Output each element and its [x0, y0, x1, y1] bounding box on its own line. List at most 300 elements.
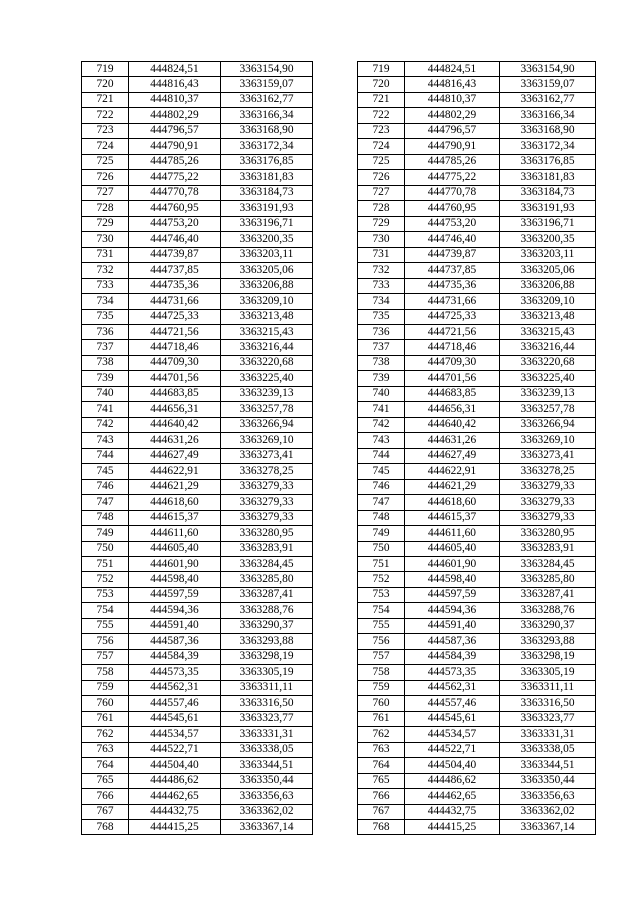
x-coordinate-cell: 444504,40 — [405, 758, 500, 773]
x-coordinate-cell: 444770,78 — [129, 185, 221, 200]
point-number-cell: 744 — [358, 448, 405, 463]
x-coordinate-cell: 444598,40 — [405, 572, 500, 587]
y-coordinate-cell: 3363331,31 — [500, 727, 596, 742]
table-row — [358, 324, 596, 339]
point-number-cell: 763 — [82, 742, 129, 757]
point-number-cell: 760 — [358, 696, 405, 711]
x-coordinate-cell: 444683,85 — [405, 386, 500, 401]
table-row — [358, 417, 596, 432]
x-coordinate-cell: 444796,57 — [405, 123, 500, 138]
table-row — [82, 123, 313, 138]
table-row — [82, 742, 313, 757]
table-row — [82, 417, 313, 432]
table-row — [358, 448, 596, 463]
y-coordinate-cell: 3363196,71 — [221, 216, 313, 231]
y-coordinate-cell: 3363213,48 — [500, 309, 596, 324]
table-row — [82, 247, 313, 262]
coordinates-table-left — [81, 61, 313, 835]
x-coordinate-cell: 444591,40 — [129, 618, 221, 633]
y-coordinate-cell: 3363280,95 — [221, 526, 313, 541]
point-number-cell: 758 — [82, 665, 129, 680]
point-number-cell: 762 — [82, 727, 129, 742]
y-coordinate-cell: 3363290,37 — [500, 618, 596, 633]
y-coordinate-cell: 3363200,35 — [500, 232, 596, 247]
point-number-cell: 727 — [82, 185, 129, 200]
table-row — [82, 154, 313, 169]
table-row — [358, 355, 596, 370]
point-number-cell: 767 — [82, 804, 129, 819]
y-coordinate-cell: 3363184,73 — [221, 185, 313, 200]
table-row — [358, 587, 596, 602]
point-number-cell: 759 — [358, 680, 405, 695]
point-number-cell: 719 — [82, 62, 129, 77]
point-number-cell: 752 — [358, 572, 405, 587]
point-number-cell: 768 — [82, 819, 129, 834]
point-number-cell: 733 — [82, 278, 129, 293]
table-row — [358, 433, 596, 448]
y-coordinate-cell: 3363338,05 — [500, 742, 596, 757]
point-number-cell: 751 — [358, 557, 405, 572]
y-coordinate-cell: 3363215,43 — [500, 324, 596, 339]
point-number-cell: 759 — [82, 680, 129, 695]
table-row — [82, 278, 313, 293]
table-row — [82, 355, 313, 370]
x-coordinate-cell: 444683,85 — [129, 386, 221, 401]
table-row — [82, 216, 313, 231]
x-coordinate-cell: 444718,46 — [405, 340, 500, 355]
y-coordinate-cell: 3363213,48 — [221, 309, 313, 324]
x-coordinate-cell: 444718,46 — [129, 340, 221, 355]
table-row — [82, 541, 313, 556]
y-coordinate-cell: 3363196,71 — [500, 216, 596, 231]
point-number-cell: 740 — [82, 386, 129, 401]
y-coordinate-cell: 3363338,05 — [221, 742, 313, 757]
x-coordinate-cell: 444615,37 — [129, 510, 221, 525]
point-number-cell: 748 — [82, 510, 129, 525]
table-row — [82, 92, 313, 107]
point-number-cell: 758 — [358, 665, 405, 680]
point-number-cell: 753 — [358, 587, 405, 602]
table-row — [82, 309, 313, 324]
point-number-cell: 736 — [82, 324, 129, 339]
table-row — [358, 742, 596, 757]
table-row — [358, 758, 596, 773]
y-coordinate-cell: 3363181,83 — [221, 170, 313, 185]
point-number-cell: 739 — [82, 371, 129, 386]
y-coordinate-cell: 3363154,90 — [500, 62, 596, 77]
table-row — [358, 680, 596, 695]
point-number-cell: 755 — [358, 618, 405, 633]
x-coordinate-cell: 444573,35 — [405, 665, 500, 680]
x-coordinate-cell: 444557,46 — [405, 696, 500, 711]
x-coordinate-cell: 444640,42 — [405, 417, 500, 432]
y-coordinate-cell: 3363209,10 — [500, 294, 596, 309]
point-number-cell: 766 — [358, 789, 405, 804]
table-row — [358, 216, 596, 231]
y-coordinate-cell: 3363279,33 — [500, 495, 596, 510]
table-row — [358, 804, 596, 819]
x-coordinate-cell: 444739,87 — [405, 247, 500, 262]
point-number-cell: 719 — [358, 62, 405, 77]
y-coordinate-cell: 3363257,78 — [500, 402, 596, 417]
x-coordinate-cell: 444594,36 — [129, 603, 221, 618]
table-row — [82, 185, 313, 200]
y-coordinate-cell: 3363225,40 — [221, 371, 313, 386]
x-coordinate-cell: 444785,26 — [129, 154, 221, 169]
point-number-cell: 751 — [82, 557, 129, 572]
y-coordinate-cell: 3363288,76 — [500, 603, 596, 618]
point-number-cell: 748 — [358, 510, 405, 525]
table-row — [82, 758, 313, 773]
y-coordinate-cell: 3363298,19 — [500, 649, 596, 664]
point-number-cell: 738 — [82, 355, 129, 370]
point-number-cell: 735 — [82, 309, 129, 324]
point-number-cell: 731 — [358, 247, 405, 262]
x-coordinate-cell: 444802,29 — [405, 108, 500, 123]
x-coordinate-cell: 444627,49 — [405, 448, 500, 463]
point-number-cell: 722 — [358, 108, 405, 123]
y-coordinate-cell: 3363287,41 — [221, 587, 313, 602]
table-row — [358, 371, 596, 386]
table-row — [358, 263, 596, 278]
y-coordinate-cell: 3363162,77 — [221, 92, 313, 107]
x-coordinate-cell: 444802,29 — [129, 108, 221, 123]
y-coordinate-cell: 3363367,14 — [500, 819, 596, 834]
table-row — [82, 773, 313, 788]
y-coordinate-cell: 3363269,10 — [500, 433, 596, 448]
table-row — [358, 123, 596, 138]
point-number-cell: 766 — [82, 789, 129, 804]
table-row — [82, 572, 313, 587]
point-number-cell: 756 — [82, 634, 129, 649]
table-row — [358, 510, 596, 525]
y-coordinate-cell: 3363203,11 — [500, 247, 596, 262]
point-number-cell: 761 — [82, 711, 129, 726]
point-number-cell: 741 — [82, 402, 129, 417]
table-row — [358, 727, 596, 742]
point-number-cell: 767 — [358, 804, 405, 819]
point-number-cell: 746 — [358, 479, 405, 494]
y-coordinate-cell: 3363285,80 — [221, 572, 313, 587]
point-number-cell: 768 — [358, 819, 405, 834]
table-row — [82, 495, 313, 510]
y-coordinate-cell: 3363159,07 — [500, 77, 596, 92]
y-coordinate-cell: 3363293,88 — [500, 634, 596, 649]
x-coordinate-cell: 444725,33 — [405, 309, 500, 324]
x-coordinate-cell: 444587,36 — [129, 634, 221, 649]
y-coordinate-cell: 3363191,93 — [500, 201, 596, 216]
x-coordinate-cell: 444760,95 — [405, 201, 500, 216]
table-row — [82, 294, 313, 309]
point-number-cell: 757 — [82, 649, 129, 664]
point-number-cell: 730 — [82, 232, 129, 247]
point-number-cell: 725 — [82, 154, 129, 169]
x-coordinate-cell: 444640,42 — [129, 417, 221, 432]
x-coordinate-cell: 444816,43 — [405, 77, 500, 92]
x-coordinate-cell: 444486,62 — [405, 773, 500, 788]
y-coordinate-cell: 3363166,34 — [221, 108, 313, 123]
point-number-cell: 764 — [82, 758, 129, 773]
point-number-cell: 737 — [82, 340, 129, 355]
table-row — [82, 711, 313, 726]
table-row — [82, 526, 313, 541]
point-number-cell: 732 — [358, 263, 405, 278]
table-row — [82, 479, 313, 494]
x-coordinate-cell: 444731,66 — [129, 294, 221, 309]
y-coordinate-cell: 3363284,45 — [221, 557, 313, 572]
point-number-cell: 750 — [82, 541, 129, 556]
x-coordinate-cell: 444746,40 — [405, 232, 500, 247]
x-coordinate-cell: 444796,57 — [129, 123, 221, 138]
y-coordinate-cell: 3363305,19 — [500, 665, 596, 680]
y-coordinate-cell: 3363350,44 — [500, 773, 596, 788]
x-coordinate-cell: 444597,59 — [129, 587, 221, 602]
y-coordinate-cell: 3363200,35 — [221, 232, 313, 247]
point-number-cell: 750 — [358, 541, 405, 556]
x-coordinate-cell: 444534,57 — [129, 727, 221, 742]
x-coordinate-cell: 444611,60 — [405, 526, 500, 541]
point-number-cell: 752 — [82, 572, 129, 587]
y-coordinate-cell: 3363279,33 — [500, 479, 596, 494]
x-coordinate-cell: 444790,91 — [405, 139, 500, 154]
table-row — [358, 464, 596, 479]
y-coordinate-cell: 3363220,68 — [500, 355, 596, 370]
y-coordinate-cell: 3363311,11 — [221, 680, 313, 695]
point-number-cell: 742 — [82, 417, 129, 432]
y-coordinate-cell: 3363191,93 — [221, 201, 313, 216]
table-row — [358, 201, 596, 216]
x-coordinate-cell: 444432,75 — [129, 804, 221, 819]
point-number-cell: 745 — [358, 464, 405, 479]
y-coordinate-cell: 3363293,88 — [221, 634, 313, 649]
x-coordinate-cell: 444605,40 — [405, 541, 500, 556]
point-number-cell: 754 — [82, 603, 129, 618]
point-number-cell: 755 — [82, 618, 129, 633]
point-number-cell: 746 — [82, 479, 129, 494]
y-coordinate-cell: 3363305,19 — [221, 665, 313, 680]
y-coordinate-cell: 3363220,68 — [221, 355, 313, 370]
x-coordinate-cell: 444824,51 — [129, 62, 221, 77]
x-coordinate-cell: 444462,65 — [129, 789, 221, 804]
table-row — [82, 804, 313, 819]
y-coordinate-cell: 3363344,51 — [500, 758, 596, 773]
y-coordinate-cell: 3363209,10 — [221, 294, 313, 309]
x-coordinate-cell: 444486,62 — [129, 773, 221, 788]
y-coordinate-cell: 3363283,91 — [500, 541, 596, 556]
y-coordinate-cell: 3363273,41 — [221, 448, 313, 463]
coordinates-table-right — [357, 61, 596, 835]
x-coordinate-cell: 444601,90 — [405, 557, 500, 572]
y-coordinate-cell: 3363239,13 — [221, 386, 313, 401]
x-coordinate-cell: 444746,40 — [129, 232, 221, 247]
table-row — [82, 139, 313, 154]
y-coordinate-cell: 3363273,41 — [500, 448, 596, 463]
table-row — [82, 665, 313, 680]
table-row — [358, 77, 596, 92]
table-row — [358, 789, 596, 804]
point-number-cell: 720 — [358, 77, 405, 92]
point-number-cell: 747 — [82, 495, 129, 510]
point-number-cell: 737 — [358, 340, 405, 355]
x-coordinate-cell: 444770,78 — [405, 185, 500, 200]
point-number-cell: 742 — [358, 417, 405, 432]
x-coordinate-cell: 444522,71 — [405, 742, 500, 757]
y-coordinate-cell: 3363239,13 — [500, 386, 596, 401]
point-number-cell: 764 — [358, 758, 405, 773]
y-coordinate-cell: 3363168,90 — [500, 123, 596, 138]
point-number-cell: 747 — [358, 495, 405, 510]
point-number-cell: 762 — [358, 727, 405, 742]
table-row — [358, 294, 596, 309]
x-coordinate-cell: 444621,29 — [405, 479, 500, 494]
table-row — [358, 170, 596, 185]
x-coordinate-cell: 444816,43 — [129, 77, 221, 92]
point-number-cell: 728 — [358, 201, 405, 216]
table-row — [358, 618, 596, 633]
point-number-cell: 727 — [358, 185, 405, 200]
point-number-cell: 726 — [358, 170, 405, 185]
table-row — [358, 479, 596, 494]
point-number-cell: 744 — [82, 448, 129, 463]
y-coordinate-cell: 3363279,33 — [500, 510, 596, 525]
table-row — [82, 201, 313, 216]
y-coordinate-cell: 3363331,31 — [221, 727, 313, 742]
x-coordinate-cell: 444534,57 — [405, 727, 500, 742]
table-row — [82, 386, 313, 401]
point-number-cell: 756 — [358, 634, 405, 649]
point-number-cell: 721 — [82, 92, 129, 107]
y-coordinate-cell: 3363323,77 — [221, 711, 313, 726]
point-number-cell: 730 — [358, 232, 405, 247]
table-row — [358, 557, 596, 572]
y-coordinate-cell: 3363205,06 — [500, 263, 596, 278]
table-row — [358, 541, 596, 556]
x-coordinate-cell: 444810,37 — [129, 92, 221, 107]
y-coordinate-cell: 3363184,73 — [500, 185, 596, 200]
x-coordinate-cell: 444790,91 — [129, 139, 221, 154]
table-row — [82, 587, 313, 602]
y-coordinate-cell: 3363356,63 — [221, 789, 313, 804]
table-row — [358, 773, 596, 788]
x-coordinate-cell: 444709,30 — [129, 355, 221, 370]
x-coordinate-cell: 444545,61 — [129, 711, 221, 726]
table-row — [358, 495, 596, 510]
x-coordinate-cell: 444587,36 — [405, 634, 500, 649]
y-coordinate-cell: 3363278,25 — [221, 464, 313, 479]
table-row — [82, 464, 313, 479]
y-coordinate-cell: 3363279,33 — [221, 479, 313, 494]
point-number-cell: 754 — [358, 603, 405, 618]
table-row — [358, 696, 596, 711]
point-number-cell: 749 — [82, 526, 129, 541]
table-row — [358, 665, 596, 680]
x-coordinate-cell: 444709,30 — [405, 355, 500, 370]
table-row — [82, 618, 313, 633]
point-number-cell: 743 — [358, 433, 405, 448]
x-coordinate-cell: 444573,35 — [129, 665, 221, 680]
y-coordinate-cell: 3363176,85 — [500, 154, 596, 169]
y-coordinate-cell: 3363356,63 — [500, 789, 596, 804]
x-coordinate-cell: 444562,31 — [129, 680, 221, 695]
x-coordinate-cell: 444737,85 — [405, 263, 500, 278]
table-row — [82, 232, 313, 247]
x-coordinate-cell: 444584,39 — [405, 649, 500, 664]
y-coordinate-cell: 3363266,94 — [221, 417, 313, 432]
y-coordinate-cell: 3363285,80 — [500, 572, 596, 587]
x-coordinate-cell: 444615,37 — [405, 510, 500, 525]
x-coordinate-cell: 444753,20 — [405, 216, 500, 231]
y-coordinate-cell: 3363280,95 — [500, 526, 596, 541]
x-coordinate-cell: 444775,22 — [405, 170, 500, 185]
x-coordinate-cell: 444415,25 — [405, 819, 500, 834]
x-coordinate-cell: 444735,36 — [129, 278, 221, 293]
table-row — [82, 510, 313, 525]
x-coordinate-cell: 444545,61 — [405, 711, 500, 726]
table-row — [82, 634, 313, 649]
y-coordinate-cell: 3363203,11 — [221, 247, 313, 262]
table-row — [358, 634, 596, 649]
point-number-cell: 724 — [82, 139, 129, 154]
y-coordinate-cell: 3363166,34 — [500, 108, 596, 123]
y-coordinate-cell: 3363168,90 — [221, 123, 313, 138]
table-row — [82, 62, 313, 77]
y-coordinate-cell: 3363257,78 — [221, 402, 313, 417]
y-coordinate-cell: 3363278,25 — [500, 464, 596, 479]
x-coordinate-cell: 444591,40 — [405, 618, 500, 633]
x-coordinate-cell: 444753,20 — [129, 216, 221, 231]
y-coordinate-cell: 3363283,91 — [221, 541, 313, 556]
table-row — [358, 154, 596, 169]
y-coordinate-cell: 3363350,44 — [221, 773, 313, 788]
table-row — [358, 649, 596, 664]
table-row — [358, 819, 596, 834]
table-row — [82, 402, 313, 417]
y-coordinate-cell: 3363362,02 — [221, 804, 313, 819]
x-coordinate-cell: 444504,40 — [129, 758, 221, 773]
y-coordinate-cell: 3363344,51 — [221, 758, 313, 773]
x-coordinate-cell: 444432,75 — [405, 804, 500, 819]
x-coordinate-cell: 444631,26 — [405, 433, 500, 448]
point-number-cell: 738 — [358, 355, 405, 370]
point-number-cell: 721 — [358, 92, 405, 107]
x-coordinate-cell: 444739,87 — [129, 247, 221, 262]
table-row — [358, 340, 596, 355]
y-coordinate-cell: 3363216,44 — [500, 340, 596, 355]
y-coordinate-cell: 3363269,10 — [221, 433, 313, 448]
y-coordinate-cell: 3363316,50 — [500, 696, 596, 711]
x-coordinate-cell: 444824,51 — [405, 62, 500, 77]
y-coordinate-cell: 3363172,34 — [500, 139, 596, 154]
table-row — [358, 309, 596, 324]
x-coordinate-cell: 444721,56 — [129, 324, 221, 339]
x-coordinate-cell: 444656,31 — [405, 402, 500, 417]
point-number-cell: 733 — [358, 278, 405, 293]
point-number-cell: 734 — [82, 294, 129, 309]
y-coordinate-cell: 3363162,77 — [500, 92, 596, 107]
table-row — [358, 185, 596, 200]
table-row — [358, 386, 596, 401]
x-coordinate-cell: 444721,56 — [405, 324, 500, 339]
y-coordinate-cell: 3363323,77 — [500, 711, 596, 726]
x-coordinate-cell: 444621,29 — [129, 479, 221, 494]
point-number-cell: 745 — [82, 464, 129, 479]
x-coordinate-cell: 444605,40 — [129, 541, 221, 556]
x-coordinate-cell: 444701,56 — [129, 371, 221, 386]
table-row — [82, 789, 313, 804]
y-coordinate-cell: 3363290,37 — [221, 618, 313, 633]
y-coordinate-cell: 3363181,83 — [500, 170, 596, 185]
y-coordinate-cell: 3363362,02 — [500, 804, 596, 819]
